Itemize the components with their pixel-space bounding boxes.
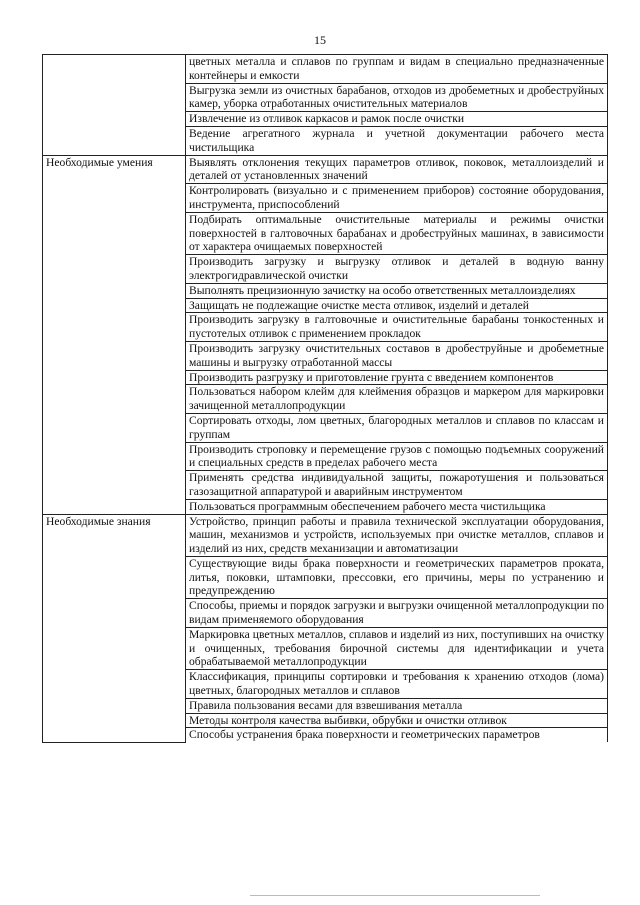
row-description: Способы, приемы и порядок загрузки и выгрузки очищенной металлопродукции по видам применяемого оборудования	[186, 599, 608, 628]
row-category-label	[43, 55, 186, 156]
row-description: Защищать не подлежащие очистке места отливок, изделий и деталей	[186, 298, 608, 313]
row-category-label: Необходимые знания	[43, 514, 186, 742]
row-description: Выгрузка земли из очистных барабанов, отходов из дробеметных и дробеструйных камер, уборка отработанных очистительных материалов	[186, 83, 608, 112]
page-bottom-rule	[250, 895, 540, 896]
competency-table	[42, 54, 608, 743]
row-description: Правила пользования весами для взвешивания металла	[186, 698, 608, 713]
table-row	[43, 514, 608, 556]
row-description: Устройство, принцип работы и правила технической эксплуатации оборудования, машин, механизмов и устройств, используемых при очистке металлов, сплавов и изделий из них, средств механизации и автоматизации	[186, 514, 608, 556]
row-description: Извлечение из отливок каркасов и рамок после очистки	[186, 112, 608, 127]
table-row	[43, 155, 608, 184]
row-description: Производить загрузку очистительных составов в дробеструйные и дробеметные машины и выгрузку отработанной массы	[186, 341, 608, 370]
row-description: Подбирать оптимальные очистительные материалы и режимы очистки поверхностей в галтовочных барабанах и дробеструйных машинах, в зависимости от характера очищаемых поверхностей	[186, 212, 608, 254]
row-description: Сортировать отходы, лом цветных, благородных металлов и сплавов по классам и группам	[186, 413, 608, 442]
row-description: Классификация, принципы сортировки и требования к хранению отходов (лома) цветных, благородных металлов и сплавов	[186, 670, 608, 699]
row-description: Выявлять отклонения текущих параметров отливок, поковок, металлоизделий и деталей от установленных значений	[186, 155, 608, 184]
row-description: Контролировать (визуально и с применением приборов) состояние оборудования, инструмента, приспособлений	[186, 184, 608, 213]
row-description: Маркировка цветных металлов, сплавов и изделий из них, поступивших на очистку и очищенных, требования бирочной системы для идентификации и учета обрабатываемой металлопродукции	[186, 627, 608, 669]
row-description: Производить разгрузку и приготовление грунта с введением компонентов	[186, 370, 608, 385]
row-description: Выполнять прецизионную зачистку на особо ответственных металлоизделиях	[186, 283, 608, 298]
row-description: цветных металла и сплавов по группам и видам в специально предназначенные контейнеры и емкости	[186, 55, 608, 84]
row-description: Применять средства индивидуальной защиты, пожаротушения и пользоваться газозащитной аппаратурой и аварийным инструментом	[186, 471, 608, 500]
row-category-label: Необходимые умения	[43, 155, 186, 514]
row-description: Ведение агрегатного журнала и учетной документации рабочего места чистильщика	[186, 126, 608, 155]
row-description: Производить строповку и перемещение грузов с помощью подъемных сооружений и специальных средств в пределах рабочего места	[186, 442, 608, 471]
row-description: Существующие виды брака поверхности и геометрических параметров проката, литья, поковки, штамповки, прессовки, его причины, меры по устранению и предупреждению	[186, 556, 608, 598]
row-description: Производить загрузку в галтовочные и очистительные барабаны тонкостенных и пустотелых отливок с применением прокладок	[186, 313, 608, 342]
row-description: Способы устранения брака поверхности и геометрических параметров	[186, 728, 608, 742]
row-description: Производить загрузку и выгрузку отливок и деталей в водную ванну электрогидравлической очистки	[186, 255, 608, 284]
row-description: Методы контроля качества выбивки, обрубки и очистки отливок	[186, 713, 608, 728]
page-number: 15	[314, 33, 326, 47]
row-description: Пользоваться программным обеспечением рабочего места чистильщика	[186, 499, 608, 514]
row-description: Пользоваться набором клейм для клеймения образцов и маркером для маркировки зачищенной металлопродукции	[186, 385, 608, 414]
table-row	[43, 55, 608, 84]
